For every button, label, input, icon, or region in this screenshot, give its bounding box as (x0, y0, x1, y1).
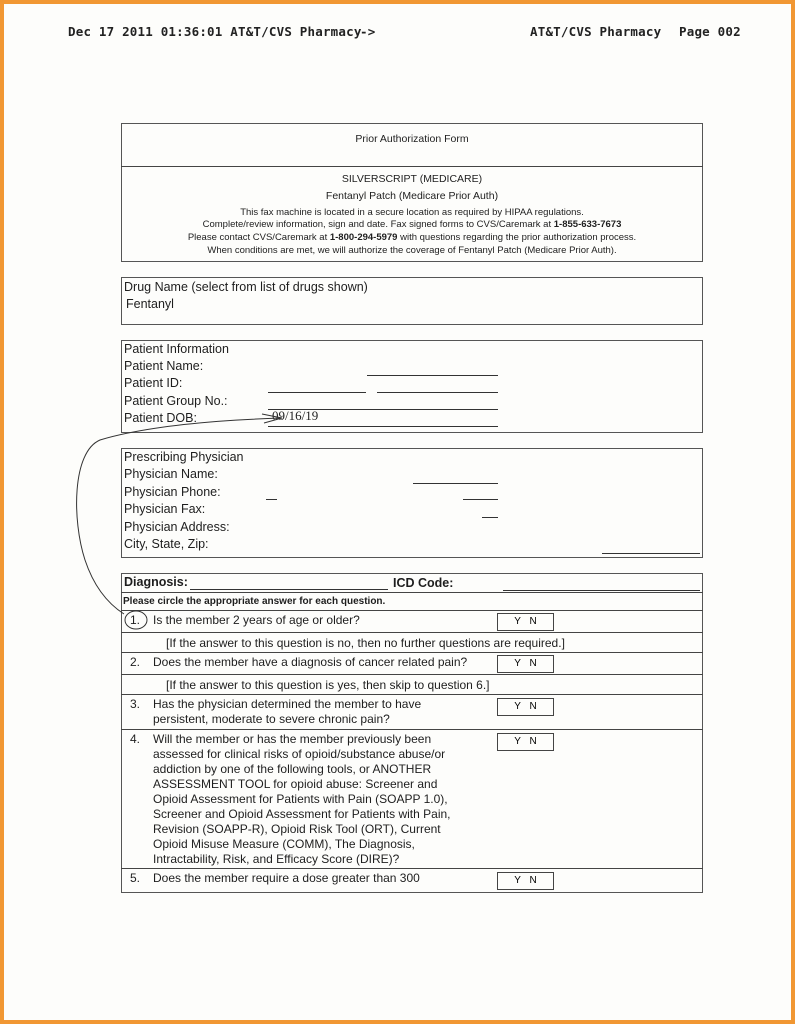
drug-value: Fentanyl (126, 297, 174, 311)
fax-header-right: AT&T/CVS Pharmacy (530, 24, 662, 39)
patient-dob-value: 09/16/19 (272, 408, 319, 423)
notice-fax-text: Complete/review information, sign and date. Fax signed forms to CVS/Caremark at (202, 219, 552, 230)
question-3-number: 3. (130, 697, 141, 711)
instruction-text: Please circle the appropriate answer for each question. (123, 596, 386, 607)
patient-dob-label: Patient DOB: (124, 411, 197, 425)
drug-label: Drug Name (select from list of drugs shown) (124, 280, 368, 294)
question-2-text: Does the member have a diagnosis of cancer related pain? (153, 655, 468, 669)
question-4-number: 4. (130, 732, 141, 746)
physician-address-label: Physician Address: (124, 520, 230, 534)
notice-contact-phone: 1-800-294-5979 (329, 232, 398, 243)
question-5-text: Does the member require a dose greater than 300 (153, 871, 420, 885)
physician-section-title: Prescribing Physician (124, 450, 244, 464)
drug-auth: Fentanyl Patch (Medicare Prior Auth) (325, 190, 499, 202)
question-3-text: Has the physician determined the member to have persistent, moderate to severe chronic pain? (153, 697, 422, 726)
diagnosis-label: Diagnosis: (124, 575, 188, 589)
notice-contact-pre: Please contact CVS/Caremark at (187, 232, 328, 243)
fax-header-left: Dec 17 2011 01:36:01 AT&T/CVS Pharmacy (68, 24, 362, 39)
question-4-text: Will the member or has the member previously been assessed for clinical risks of opioid/substance abuse/or addiction by one of the following tools, or ANOTHER ASSESSMENT TOOL for opioid abuse: Screener and Opioid Assessment for Patients with Pain (SOAPP 1.0), Screener and Opioid Assessment for Patients with Pain, Revision (SOAPP-R), Opioid Risk Tool (ORT), Current Opioid Misuse Measure (COMM), The Diagnosis, Intractability, Risk, and Efficacy Score (DIRE)? (153, 732, 451, 866)
question-2-number: 2. (130, 655, 141, 669)
physician-phone-label: Physician Phone: (124, 485, 221, 499)
question-1-note: [If the answer to this question is no, then no further questions are required.] (166, 636, 565, 650)
question-1-text: Is the member 2 years of age or older? (153, 613, 360, 627)
fax-page-number: Page 002 (679, 24, 741, 39)
question-4-answer[interactable]: Y N (497, 733, 554, 751)
question-5-number: 5. (130, 871, 141, 885)
form-title: Prior Authorization Form (355, 133, 469, 145)
physician-fax-label: Physician Fax: (124, 502, 206, 516)
notice-contact-post: with questions regarding the prior authorization process. (400, 232, 637, 243)
icd-label: ICD Code: (393, 576, 454, 590)
notice-conditions: When conditions are met, we will authorize the coverage of Fentanyl Patch (Medicare Prior Auth). (207, 245, 617, 256)
question-3-answer[interactable]: Y N (497, 698, 554, 716)
question-5-answer[interactable]: Y N (497, 872, 554, 890)
question-1-number: 1. (130, 613, 141, 627)
physician-city-label: City, State, Zip: (124, 537, 209, 551)
question-1-answer[interactable]: Y N (497, 613, 554, 631)
notice-hipaa: This fax machine is located in a secure location as required by HIPAA regulations. (240, 207, 584, 218)
fax-header-arrow: -> (360, 24, 376, 39)
plan-name: SILVERSCRIPT (MEDICARE) (341, 173, 483, 185)
patient-group-label: Patient Group No.: (124, 394, 228, 408)
question-2-note: [If the answer to this question is yes, then skip to question 6.] (166, 678, 490, 692)
notice-fax-number: 1-855-633-7673 (553, 219, 622, 230)
question-2-answer[interactable]: Y N (497, 655, 554, 673)
patient-section-title: Patient Information (124, 342, 229, 356)
physician-name-label: Physician Name: (124, 467, 218, 481)
patient-name-label: Patient Name: (124, 359, 204, 373)
patient-id-label: Patient ID: (124, 376, 183, 390)
